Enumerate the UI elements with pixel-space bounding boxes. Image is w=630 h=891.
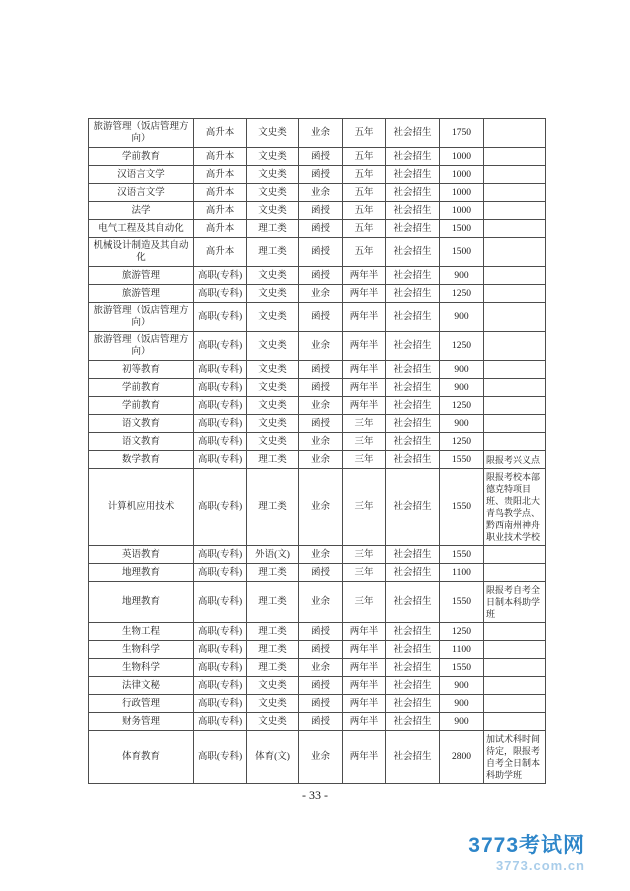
cell-remark bbox=[484, 415, 546, 433]
cell-level: 高职(专科) bbox=[194, 546, 247, 564]
cell-remark bbox=[484, 267, 546, 285]
cell-remark: 限报考自考全日制本科助学班 bbox=[484, 582, 546, 623]
cell-level: 高职(专科) bbox=[194, 713, 247, 731]
cell-category: 外语(文) bbox=[247, 546, 299, 564]
cell-program: 财务管理 bbox=[89, 713, 194, 731]
cell-remark bbox=[484, 677, 546, 695]
cell-duration: 三年 bbox=[343, 582, 386, 623]
table-row bbox=[89, 564, 546, 582]
cell-remark bbox=[484, 119, 546, 148]
cell-scope: 社会招生 bbox=[386, 119, 440, 148]
cell-category: 文史类 bbox=[247, 361, 299, 379]
cell-level: 高升本 bbox=[194, 119, 247, 148]
cell-duration: 三年 bbox=[343, 433, 386, 451]
cell-level: 高职(专科) bbox=[194, 731, 247, 784]
cell-remark: 限报考校本部德克特项目班、贵阳北大青鸟教学点、黔西南州神舟职业技术学校 bbox=[484, 469, 546, 546]
cell-duration: 三年 bbox=[343, 564, 386, 582]
cell-form: 函授 bbox=[299, 267, 343, 285]
cell-category: 文史类 bbox=[247, 433, 299, 451]
cell-fee: 1500 bbox=[440, 238, 484, 267]
cell-category: 文史类 bbox=[247, 166, 299, 184]
cell-program: 英语教育 bbox=[89, 546, 194, 564]
cell-program: 初等教育 bbox=[89, 361, 194, 379]
cell-form: 函授 bbox=[299, 677, 343, 695]
table-row bbox=[89, 303, 546, 332]
cell-level: 高职(专科) bbox=[194, 285, 247, 303]
cell-program: 汉语言文学 bbox=[89, 184, 194, 202]
cell-form: 业余 bbox=[299, 582, 343, 623]
cell-category: 文史类 bbox=[247, 202, 299, 220]
cell-remark bbox=[484, 220, 546, 238]
cell-fee: 900 bbox=[440, 361, 484, 379]
table-row bbox=[89, 220, 546, 238]
cell-fee: 1000 bbox=[440, 148, 484, 166]
table-row bbox=[89, 119, 546, 148]
cell-scope: 社会招生 bbox=[386, 451, 440, 469]
table-row bbox=[89, 433, 546, 451]
cell-form: 函授 bbox=[299, 713, 343, 731]
cell-remark bbox=[484, 695, 546, 713]
cell-level: 高职(专科) bbox=[194, 659, 247, 677]
cell-form: 函授 bbox=[299, 166, 343, 184]
cell-category: 文史类 bbox=[247, 303, 299, 332]
table-row bbox=[89, 397, 546, 415]
cell-duration: 两年半 bbox=[343, 267, 386, 285]
table-row bbox=[89, 285, 546, 303]
cell-form: 业余 bbox=[299, 731, 343, 784]
cell-remark bbox=[484, 238, 546, 267]
cell-fee: 1000 bbox=[440, 202, 484, 220]
cell-scope: 社会招生 bbox=[386, 546, 440, 564]
cell-level: 高升本 bbox=[194, 166, 247, 184]
cell-duration: 五年 bbox=[343, 184, 386, 202]
cell-fee: 1250 bbox=[440, 332, 484, 361]
cell-level: 高职(专科) bbox=[194, 623, 247, 641]
cell-category: 理工类 bbox=[247, 641, 299, 659]
cell-remark bbox=[484, 623, 546, 641]
cell-category: 文史类 bbox=[247, 267, 299, 285]
table-row bbox=[89, 415, 546, 433]
cell-scope: 社会招生 bbox=[386, 469, 440, 546]
cell-fee: 1250 bbox=[440, 397, 484, 415]
cell-scope: 社会招生 bbox=[386, 285, 440, 303]
cell-scope: 社会招生 bbox=[386, 677, 440, 695]
table-row bbox=[89, 695, 546, 713]
cell-scope: 社会招生 bbox=[386, 623, 440, 641]
cell-level: 高职(专科) bbox=[194, 677, 247, 695]
cell-remark bbox=[484, 303, 546, 332]
cell-form: 函授 bbox=[299, 361, 343, 379]
cell-category: 文史类 bbox=[247, 695, 299, 713]
cell-program: 语文教育 bbox=[89, 415, 194, 433]
cell-form: 函授 bbox=[299, 623, 343, 641]
cell-level: 高职(专科) bbox=[194, 582, 247, 623]
cell-fee: 1100 bbox=[440, 641, 484, 659]
cell-level: 高职(专科) bbox=[194, 641, 247, 659]
cell-duration: 两年半 bbox=[343, 379, 386, 397]
cell-remark bbox=[484, 433, 546, 451]
cell-fee: 1550 bbox=[440, 659, 484, 677]
cell-duration: 两年半 bbox=[343, 731, 386, 784]
cell-form: 函授 bbox=[299, 303, 343, 332]
cell-program: 旅游管理（饭店管理方向） bbox=[89, 119, 194, 148]
cell-duration: 两年半 bbox=[343, 397, 386, 415]
cell-program: 旅游管理 bbox=[89, 267, 194, 285]
table-row bbox=[89, 379, 546, 397]
table-row bbox=[89, 641, 546, 659]
cell-fee: 900 bbox=[440, 695, 484, 713]
cell-category: 文史类 bbox=[247, 397, 299, 415]
cell-level: 高职(专科) bbox=[194, 303, 247, 332]
cell-program: 地理教育 bbox=[89, 564, 194, 582]
cell-duration: 两年半 bbox=[343, 285, 386, 303]
cell-level: 高职(专科) bbox=[194, 397, 247, 415]
cell-scope: 社会招生 bbox=[386, 397, 440, 415]
cell-level: 高职(专科) bbox=[194, 267, 247, 285]
cell-program: 体育教育 bbox=[89, 731, 194, 784]
cell-fee: 900 bbox=[440, 267, 484, 285]
cell-form: 业余 bbox=[299, 285, 343, 303]
cell-form: 函授 bbox=[299, 238, 343, 267]
cell-remark bbox=[484, 332, 546, 361]
cell-category: 文史类 bbox=[247, 119, 299, 148]
cell-level: 高升本 bbox=[194, 238, 247, 267]
table-row bbox=[89, 166, 546, 184]
cell-form: 业余 bbox=[299, 184, 343, 202]
table-row bbox=[89, 361, 546, 379]
watermark-site-name: 3773考试网 bbox=[468, 834, 585, 857]
cell-scope: 社会招生 bbox=[386, 332, 440, 361]
cell-form: 函授 bbox=[299, 220, 343, 238]
cell-form: 函授 bbox=[299, 148, 343, 166]
cell-duration: 五年 bbox=[343, 166, 386, 184]
cell-form: 业余 bbox=[299, 397, 343, 415]
cell-remark bbox=[484, 397, 546, 415]
cell-category: 理工类 bbox=[247, 469, 299, 546]
cell-duration: 两年半 bbox=[343, 659, 386, 677]
cell-scope: 社会招生 bbox=[386, 303, 440, 332]
cell-scope: 社会招生 bbox=[386, 166, 440, 184]
cell-program: 计算机应用技术 bbox=[89, 469, 194, 546]
watermark bbox=[468, 834, 585, 873]
cell-program: 机械设计制造及其自动化 bbox=[89, 238, 194, 267]
cell-remark bbox=[484, 713, 546, 731]
table-row bbox=[89, 451, 546, 469]
table-body bbox=[89, 119, 546, 784]
cell-duration: 两年半 bbox=[343, 677, 386, 695]
watermark-site-url: 3773.com.cn bbox=[495, 858, 585, 874]
cell-duration: 两年半 bbox=[343, 303, 386, 332]
cell-remark bbox=[484, 166, 546, 184]
cell-level: 高职(专科) bbox=[194, 564, 247, 582]
cell-category: 理工类 bbox=[247, 220, 299, 238]
cell-remark bbox=[484, 184, 546, 202]
cell-category: 文史类 bbox=[247, 332, 299, 361]
cell-duration: 三年 bbox=[343, 451, 386, 469]
table-row bbox=[89, 677, 546, 695]
cell-level: 高职(专科) bbox=[194, 379, 247, 397]
cell-category: 文史类 bbox=[247, 184, 299, 202]
cell-form: 业余 bbox=[299, 433, 343, 451]
cell-program: 法律文秘 bbox=[89, 677, 194, 695]
cell-fee: 1000 bbox=[440, 184, 484, 202]
cell-program: 数学教育 bbox=[89, 451, 194, 469]
cell-program: 学前教育 bbox=[89, 148, 194, 166]
cell-category: 文史类 bbox=[247, 713, 299, 731]
cell-fee: 1550 bbox=[440, 469, 484, 546]
cell-duration: 五年 bbox=[343, 119, 386, 148]
table-row bbox=[89, 546, 546, 564]
cell-category: 文史类 bbox=[247, 148, 299, 166]
cell-scope: 社会招生 bbox=[386, 582, 440, 623]
cell-category: 理工类 bbox=[247, 582, 299, 623]
cell-remark bbox=[484, 285, 546, 303]
cell-level: 高职(专科) bbox=[194, 415, 247, 433]
cell-program: 法学 bbox=[89, 202, 194, 220]
cell-duration: 五年 bbox=[343, 238, 386, 267]
cell-fee: 1250 bbox=[440, 623, 484, 641]
cell-level: 高升本 bbox=[194, 184, 247, 202]
cell-scope: 社会招生 bbox=[386, 731, 440, 784]
table-row bbox=[89, 469, 546, 546]
table-row bbox=[89, 713, 546, 731]
cell-category: 理工类 bbox=[247, 564, 299, 582]
cell-program: 生物科学 bbox=[89, 641, 194, 659]
cell-fee: 1750 bbox=[440, 119, 484, 148]
cell-program: 电气工程及其自动化 bbox=[89, 220, 194, 238]
table-row bbox=[89, 238, 546, 267]
cell-form: 业余 bbox=[299, 119, 343, 148]
cell-category: 理工类 bbox=[247, 659, 299, 677]
cell-program: 学前教育 bbox=[89, 397, 194, 415]
cell-program: 旅游管理（饭店管理方向） bbox=[89, 303, 194, 332]
cell-form: 函授 bbox=[299, 564, 343, 582]
cell-remark bbox=[484, 641, 546, 659]
cell-fee: 2800 bbox=[440, 731, 484, 784]
cell-scope: 社会招生 bbox=[386, 267, 440, 285]
cell-program: 汉语言文学 bbox=[89, 166, 194, 184]
cell-fee: 1000 bbox=[440, 166, 484, 184]
cell-form: 函授 bbox=[299, 379, 343, 397]
cell-program: 语文教育 bbox=[89, 433, 194, 451]
cell-duration: 三年 bbox=[343, 415, 386, 433]
cell-form: 业余 bbox=[299, 469, 343, 546]
cell-program: 生物科学 bbox=[89, 659, 194, 677]
table-row bbox=[89, 623, 546, 641]
cell-level: 高职(专科) bbox=[194, 469, 247, 546]
cell-level: 高职(专科) bbox=[194, 361, 247, 379]
cell-duration: 五年 bbox=[343, 202, 386, 220]
cell-category: 体育(文) bbox=[247, 731, 299, 784]
cell-remark bbox=[484, 546, 546, 564]
table-row bbox=[89, 267, 546, 285]
cell-form: 函授 bbox=[299, 641, 343, 659]
cell-program: 学前教育 bbox=[89, 379, 194, 397]
cell-form: 业余 bbox=[299, 332, 343, 361]
cell-program: 生物工程 bbox=[89, 623, 194, 641]
table-row bbox=[89, 731, 546, 784]
cell-duration: 两年半 bbox=[343, 361, 386, 379]
cell-remark bbox=[484, 361, 546, 379]
cell-form: 函授 bbox=[299, 202, 343, 220]
cell-scope: 社会招生 bbox=[386, 238, 440, 267]
cell-scope: 社会招生 bbox=[386, 564, 440, 582]
cell-fee: 1550 bbox=[440, 582, 484, 623]
cell-remark: 限报考兴义点 bbox=[484, 451, 546, 469]
table-row bbox=[89, 184, 546, 202]
cell-program: 行政管理 bbox=[89, 695, 194, 713]
cell-duration: 五年 bbox=[343, 148, 386, 166]
cell-program: 地理教育 bbox=[89, 582, 194, 623]
cell-remark bbox=[484, 202, 546, 220]
cell-fee: 1550 bbox=[440, 451, 484, 469]
cell-duration: 三年 bbox=[343, 546, 386, 564]
admissions-table bbox=[88, 118, 546, 784]
cell-level: 高升本 bbox=[194, 220, 247, 238]
cell-scope: 社会招生 bbox=[386, 713, 440, 731]
cell-level: 高升本 bbox=[194, 148, 247, 166]
cell-duration: 两年半 bbox=[343, 713, 386, 731]
cell-scope: 社会招生 bbox=[386, 379, 440, 397]
cell-fee: 900 bbox=[440, 303, 484, 332]
cell-duration: 两年半 bbox=[343, 695, 386, 713]
cell-level: 高职(专科) bbox=[194, 332, 247, 361]
cell-duration: 两年半 bbox=[343, 641, 386, 659]
cell-scope: 社会招生 bbox=[386, 184, 440, 202]
cell-fee: 1500 bbox=[440, 220, 484, 238]
cell-level: 高升本 bbox=[194, 202, 247, 220]
cell-duration: 三年 bbox=[343, 469, 386, 546]
table-row bbox=[89, 582, 546, 623]
cell-form: 函授 bbox=[299, 415, 343, 433]
cell-level: 高职(专科) bbox=[194, 433, 247, 451]
page-number: - 33 - bbox=[302, 788, 328, 802]
cell-level: 高职(专科) bbox=[194, 451, 247, 469]
cell-level: 高职(专科) bbox=[194, 695, 247, 713]
cell-remark bbox=[484, 379, 546, 397]
cell-program: 旅游管理 bbox=[89, 285, 194, 303]
cell-fee: 900 bbox=[440, 415, 484, 433]
cell-remark bbox=[484, 659, 546, 677]
cell-duration: 两年半 bbox=[343, 623, 386, 641]
cell-scope: 社会招生 bbox=[386, 433, 440, 451]
cell-scope: 社会招生 bbox=[386, 659, 440, 677]
cell-duration: 两年半 bbox=[343, 332, 386, 361]
cell-duration: 五年 bbox=[343, 220, 386, 238]
cell-scope: 社会招生 bbox=[386, 641, 440, 659]
cell-scope: 社会招生 bbox=[386, 361, 440, 379]
cell-scope: 社会招生 bbox=[386, 415, 440, 433]
table-row bbox=[89, 202, 546, 220]
cell-category: 文史类 bbox=[247, 415, 299, 433]
cell-remark bbox=[484, 564, 546, 582]
cell-form: 业余 bbox=[299, 659, 343, 677]
cell-remark bbox=[484, 148, 546, 166]
cell-form: 业余 bbox=[299, 546, 343, 564]
cell-category: 理工类 bbox=[247, 238, 299, 267]
cell-category: 文史类 bbox=[247, 285, 299, 303]
table-row bbox=[89, 659, 546, 677]
cell-form: 函授 bbox=[299, 695, 343, 713]
cell-fee: 900 bbox=[440, 677, 484, 695]
cell-category: 理工类 bbox=[247, 623, 299, 641]
cell-program: 旅游管理（饭店管理方向） bbox=[89, 332, 194, 361]
cell-scope: 社会招生 bbox=[386, 695, 440, 713]
cell-scope: 社会招生 bbox=[386, 202, 440, 220]
cell-scope: 社会招生 bbox=[386, 220, 440, 238]
cell-form: 业余 bbox=[299, 451, 343, 469]
cell-scope: 社会招生 bbox=[386, 148, 440, 166]
cell-fee: 1250 bbox=[440, 433, 484, 451]
cell-category: 文史类 bbox=[247, 379, 299, 397]
table-row bbox=[89, 332, 546, 361]
cell-fee: 900 bbox=[440, 379, 484, 397]
cell-category: 理工类 bbox=[247, 451, 299, 469]
table-row bbox=[89, 148, 546, 166]
cell-fee: 1250 bbox=[440, 285, 484, 303]
cell-fee: 1550 bbox=[440, 546, 484, 564]
cell-category: 文史类 bbox=[247, 677, 299, 695]
cell-fee: 1100 bbox=[440, 564, 484, 582]
cell-remark: 加试术科时间待定，限报考自考全日制本科助学班 bbox=[484, 731, 546, 784]
cell-fee: 900 bbox=[440, 713, 484, 731]
